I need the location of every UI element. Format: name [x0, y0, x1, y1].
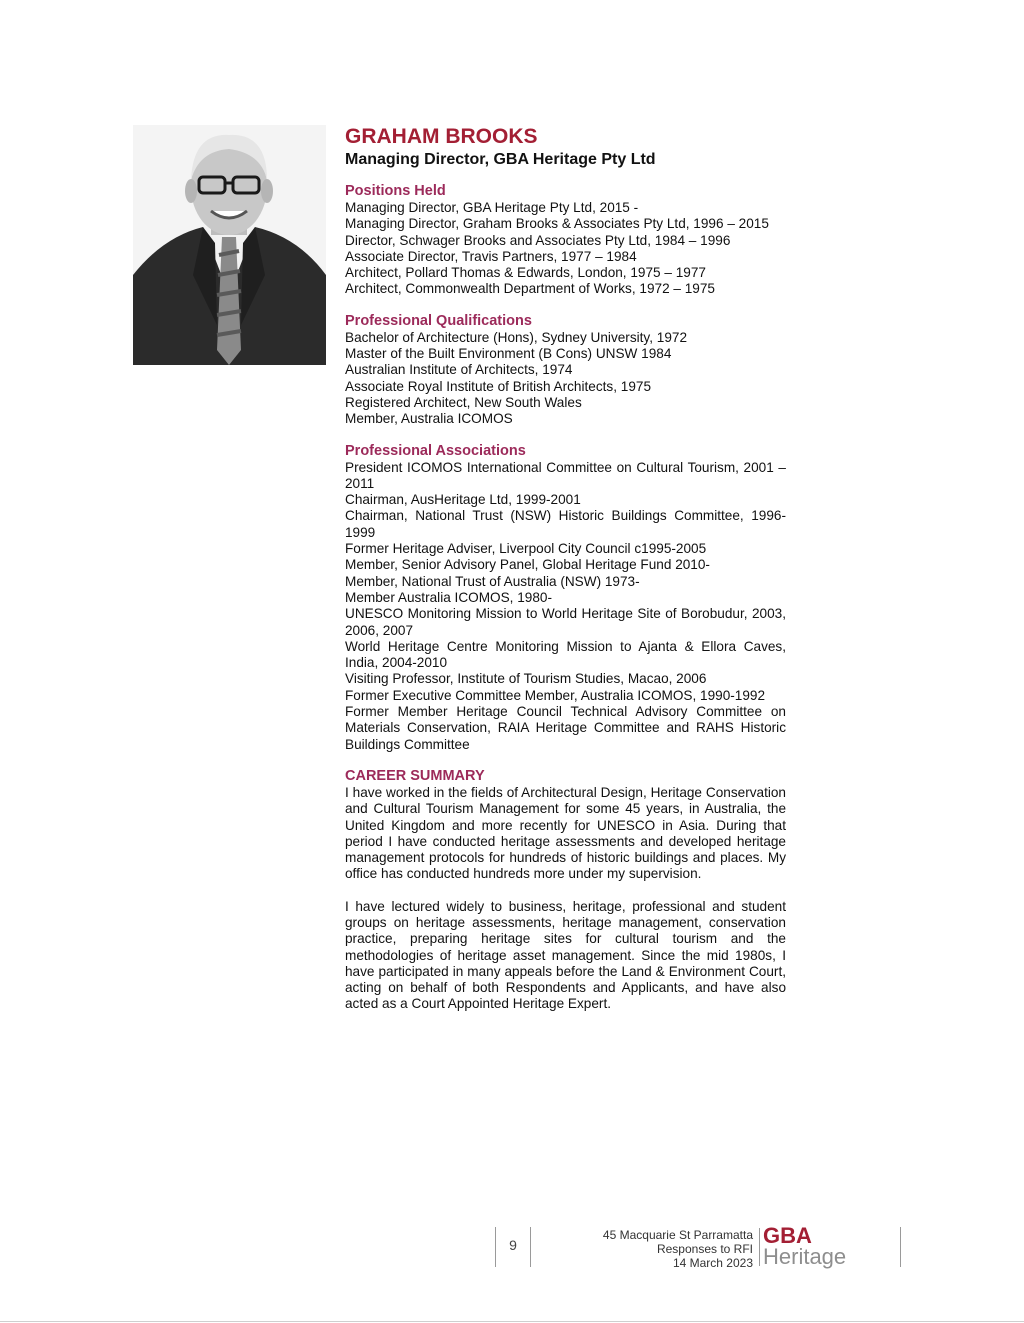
association-item: Member Australia ICOMOS, 1980-	[345, 589, 552, 605]
career-heading: CAREER SUMMARY	[345, 767, 485, 784]
logo-divider	[759, 1228, 760, 1266]
positions-heading: Positions Held	[345, 183, 446, 199]
profile-content	[345, 124, 786, 1029]
position-item: Associate Director, Travis Partners, 1977 – 1984	[345, 248, 637, 264]
position-item: Architect, Commonwealth Department of Works, 1972 – 1975	[345, 281, 715, 297]
position-item: Managing Director, Graham Brooks & Associates Pty Ltd, 1996 – 2015	[345, 216, 769, 232]
footer-meta	[560, 1228, 753, 1270]
association-item: Visiting Professor, Institute of Tourism Studies, Macao, 2006	[345, 671, 707, 687]
position-item: Architect, Pollard Thomas & Edwards, London, 1975 – 1977	[345, 265, 706, 281]
gba-heritage-logo	[763, 1224, 863, 1272]
association-item: Former Member Heritage Council Technical Advisory Committee on Materials Conservation, RAIA Heritage Committee and RAHS Historic Buildings Committee	[345, 704, 786, 752]
associations-heading: Professional Associations	[345, 442, 526, 459]
career-section	[345, 768, 786, 1013]
association-item: Former Executive Committee Member, Australia ICOMOS, 1990-1992	[345, 687, 766, 703]
association-item: World Heritage Centre Monitoring Mission to Ajanta & Ellora Caves, India, 2004-2010	[345, 638, 786, 671]
profile-name: GRAHAM BROOKS	[345, 125, 538, 148]
page-edge	[0, 1321, 1024, 1322]
qualification-item: Australian Institute of Architects, 1974	[345, 362, 573, 378]
association-item: Chairman, National Trust (NSW) Historic Buildings Committee, 1996-1999	[345, 508, 786, 540]
association-item: Member, Senior Advisory Panel, Global Heritage Fund 2010-	[345, 557, 710, 573]
portrait-photo	[133, 125, 326, 365]
logo-gba-text: GBA	[763, 1223, 812, 1248]
qualification-item: Bachelor of Architecture (Hons), Sydney University, 1972	[345, 329, 688, 345]
footer-address: 45 Macquarie St Parramatta	[602, 1228, 753, 1242]
association-item: UNESCO Monitoring Mission to World Heritage Site of Borobudur, 2003, 2006, 2007	[345, 606, 786, 638]
footer-divider	[495, 1227, 496, 1267]
association-item: Chairman, AusHeritage Ltd, 1999-2001	[345, 492, 581, 508]
qualifications-section	[345, 313, 786, 428]
position-item: Director, Schwager Brooks and Associates Pty Ltd, 1984 – 1996	[345, 232, 731, 248]
positions-section	[345, 183, 786, 298]
position-item: Managing Director, GBA Heritage Pty Ltd, 2015 -	[345, 200, 639, 215]
associations-section	[345, 443, 786, 753]
qualification-item: Master of the Built Environment (B Cons) UNSW 1984	[345, 346, 672, 362]
qualification-item: Associate Royal Institute of British Architects, 1975	[345, 378, 652, 394]
footer-divider	[900, 1227, 901, 1267]
logo-heritage-text: Heritage	[763, 1244, 847, 1269]
career-paragraph: I have lectured widely to business, heritage, professional and student groups on heritage assessments, heritage management, conservation practice, preparing heritage sites for cultural tourism and the methodologies of heritage asset management. Since the mid 1980s, I have participated in many appeals before the Land & Environment Court, acting on behalf of both Respondents and Applicants, and have also acted as a Court Appointed Heritage Expert.	[345, 898, 786, 1012]
footer-document: Responses to RFI	[656, 1242, 753, 1256]
association-item: Member, National Trust of Australia (NSW) 1973-	[345, 573, 640, 589]
footer-date: 14 March 2023	[672, 1256, 753, 1270]
association-item: President ICOMOS International Committee on Cultural Tourism, 2001 – 2011	[345, 459, 786, 491]
footer-divider	[530, 1227, 531, 1267]
qualification-item: Registered Architect, New South Wales	[345, 394, 582, 410]
association-item: Former Heritage Adviser, Liverpool City Council c1995-2005	[345, 541, 707, 557]
profile-role: Managing Director, GBA Heritage Pty Ltd	[345, 151, 656, 168]
qualifications-heading: Professional Qualifications	[345, 312, 532, 329]
career-paragraph: I have worked in the fields of Architectural Design, Heritage Conservation and Cultural Tourism Management for some 45 years, in Australia, the United Kingdom and more recently for UNESCO in Asia. During that period I have conducted heritage assessments and developed heritage management protocols for hundreds of historic buildings and places. My office has conducted hundreds more under my supervision.	[345, 784, 786, 882]
page-number: 9	[509, 1237, 517, 1253]
qualification-item: Member, Australia ICOMOS	[345, 411, 513, 427]
